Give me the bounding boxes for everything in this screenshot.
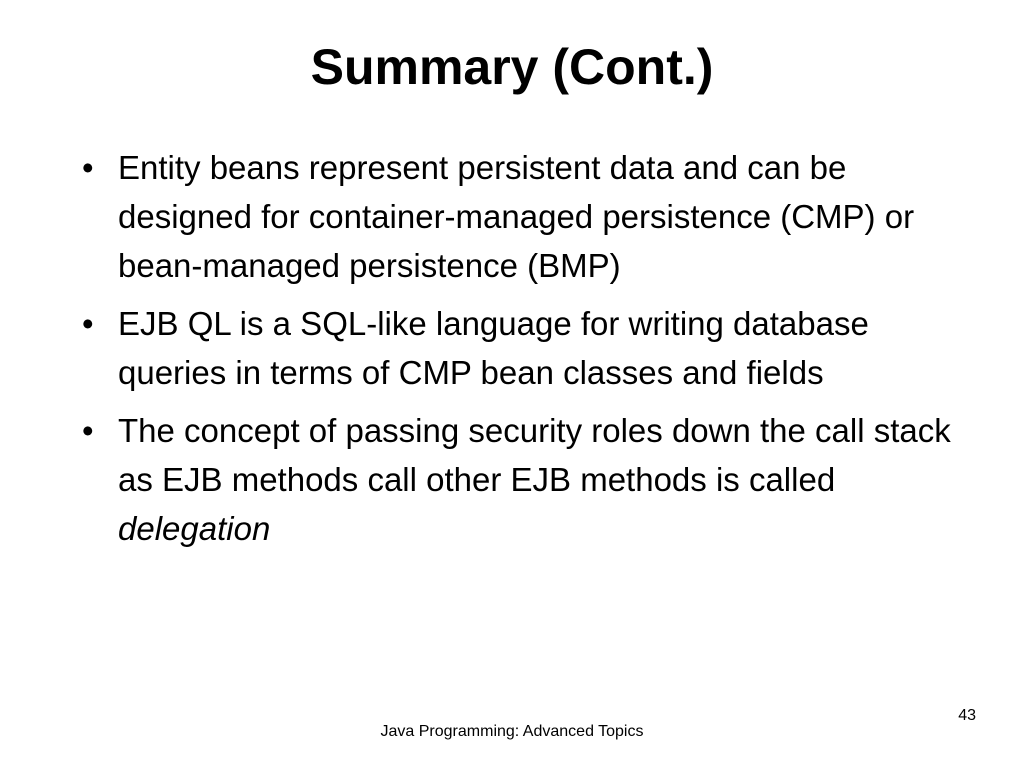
bullet-item-delegation bbox=[82, 406, 982, 553]
bullet-text: EJB QL is a SQL-like language for writing database queries in terms of CMP bean classes and fields bbox=[118, 305, 869, 391]
footer-text: Java Programming: Advanced Topics bbox=[380, 723, 644, 740]
bullet-icon: • bbox=[82, 149, 94, 186]
bullet-icon: • bbox=[82, 412, 94, 449]
bullet-icon: • bbox=[82, 305, 94, 342]
bullet-item-entity-beans bbox=[82, 143, 982, 290]
bullet-text: Entity beans represent persistent data and can be designed for container-managed persistence (CMP) or bean-managed persistence (BMP) bbox=[118, 149, 915, 284]
slide-title: Summary (Cont.) bbox=[310, 39, 714, 95]
bullet-text: The concept of passing security roles down the call stack as EJB methods call other EJB methods is called bbox=[118, 412, 951, 498]
bullet-list bbox=[82, 143, 982, 562]
page-number: 43 bbox=[958, 707, 976, 724]
bullet-item-ejb-ql bbox=[82, 299, 982, 397]
bullet-emphasis-delegation: delegation bbox=[118, 510, 271, 547]
